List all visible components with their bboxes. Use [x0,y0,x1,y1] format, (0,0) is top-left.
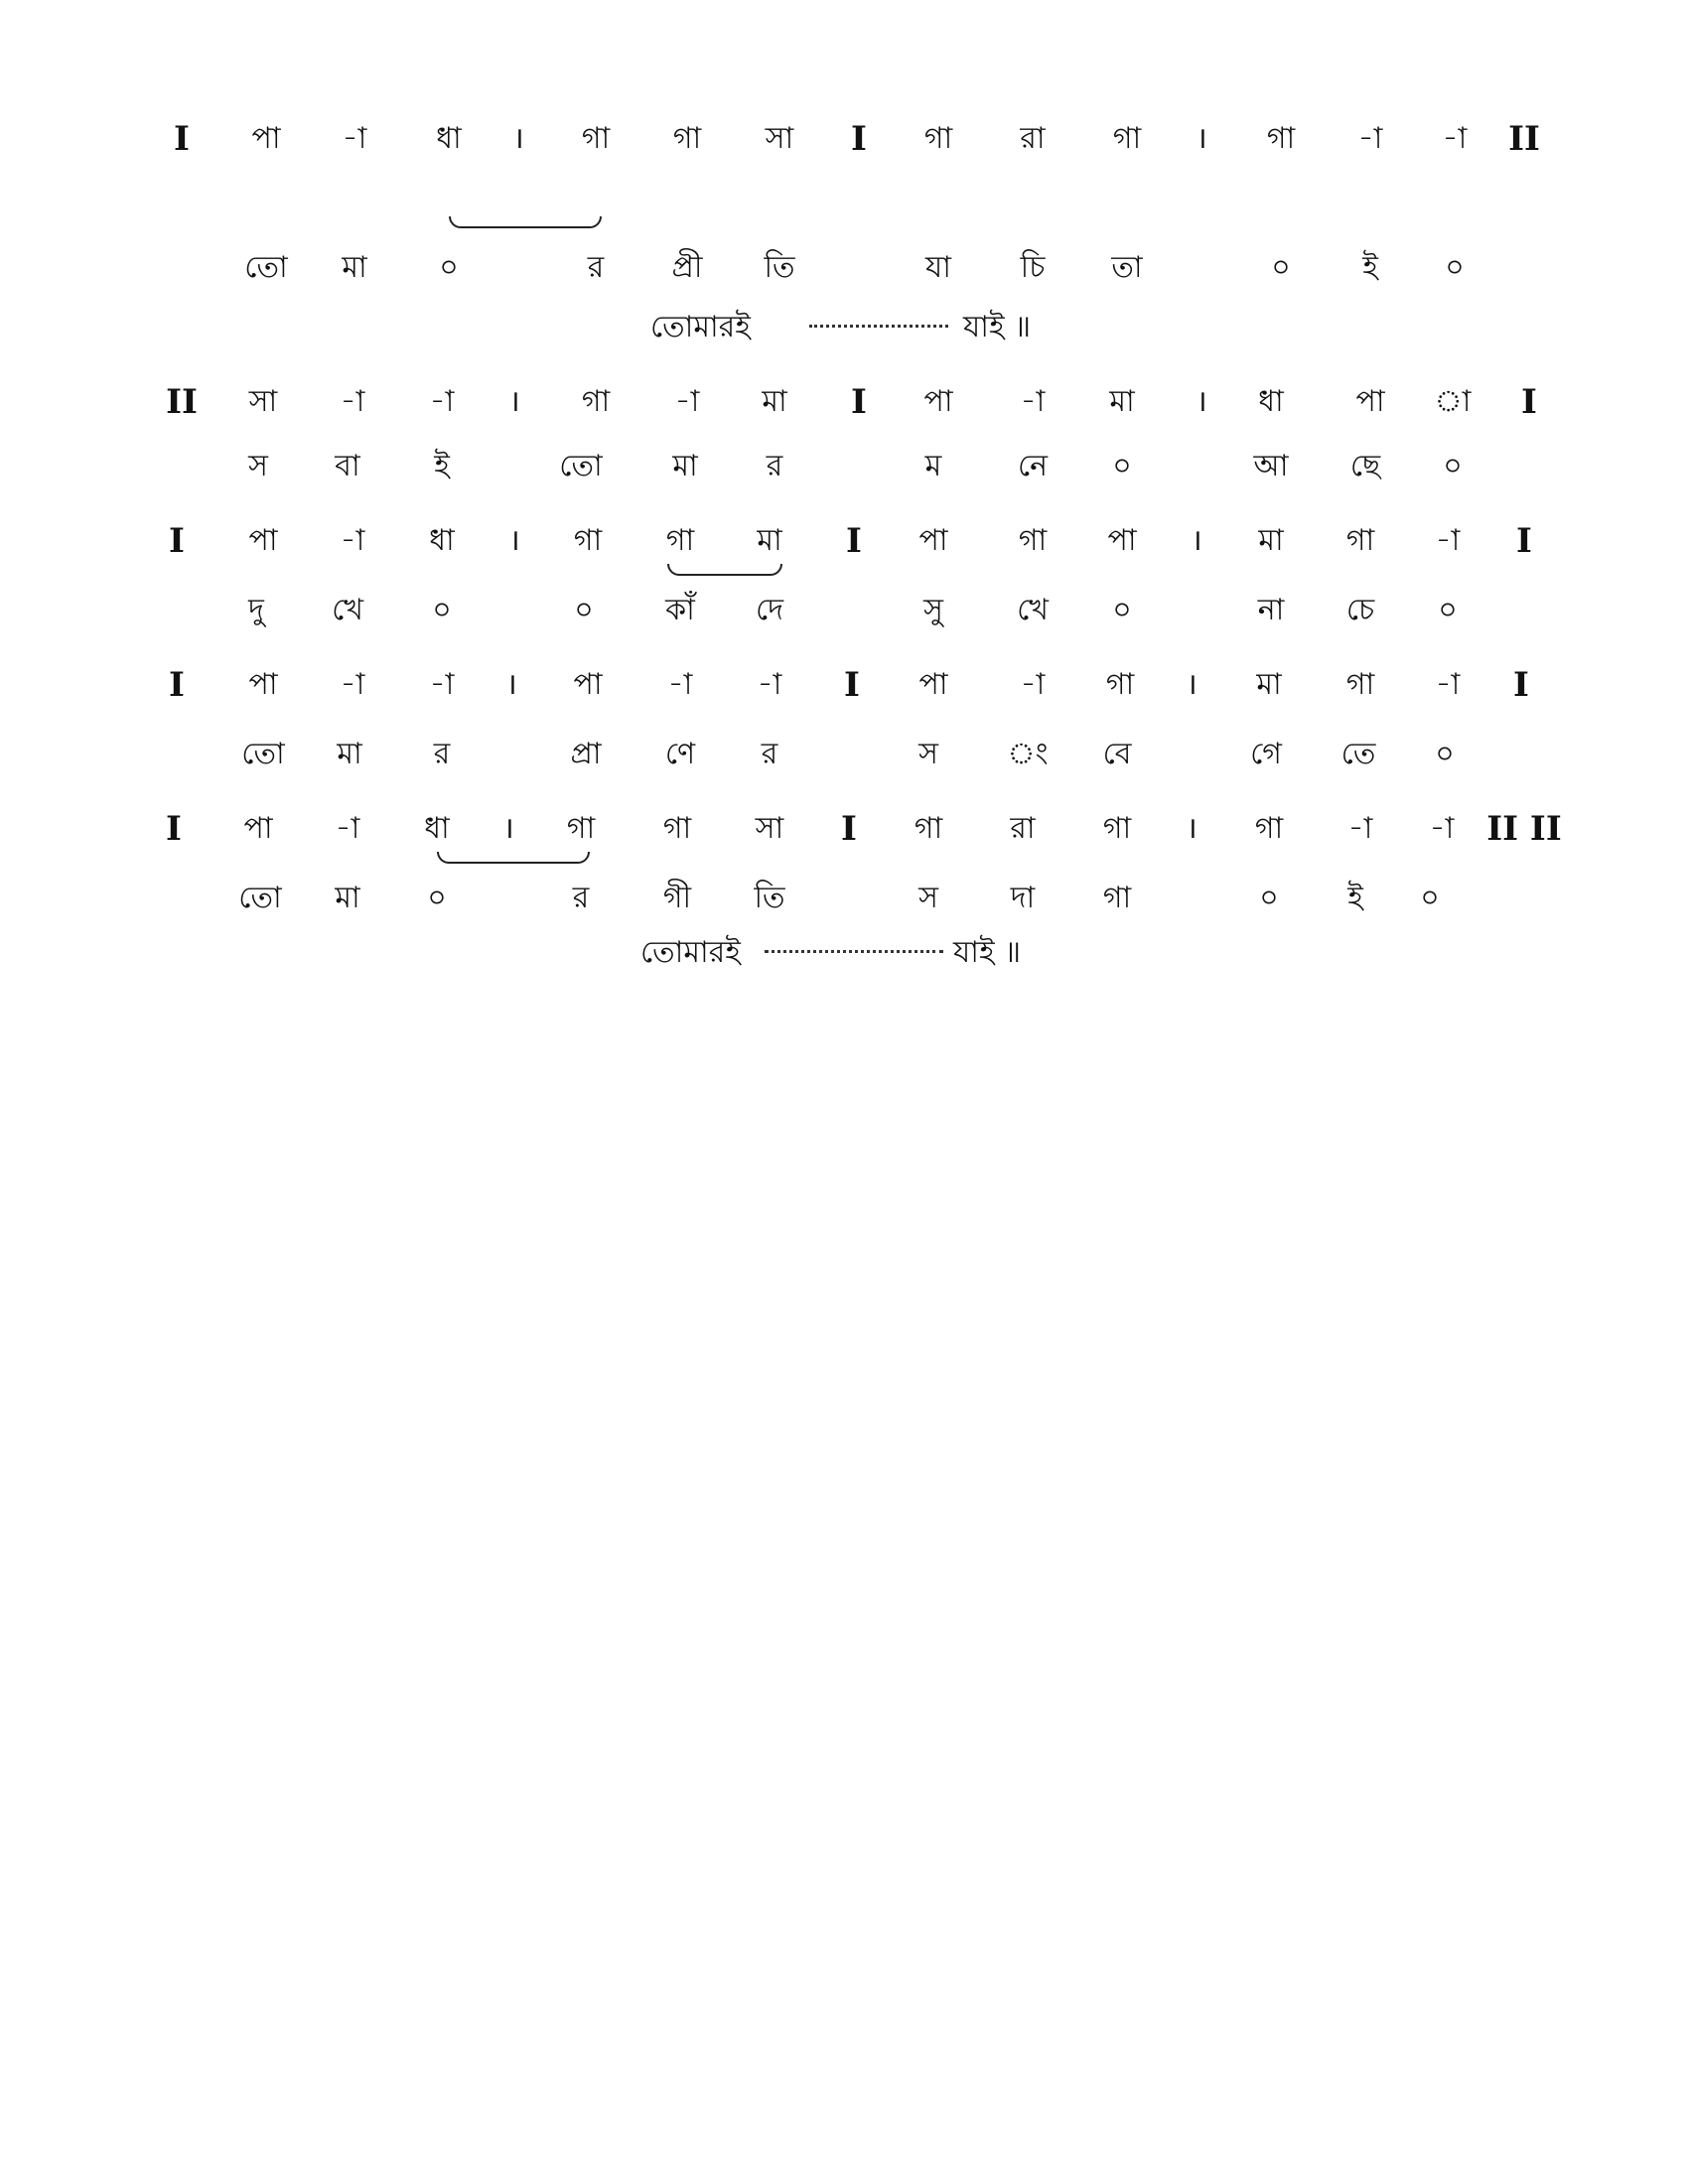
lyric-syllable: ই [1362,250,1378,285]
note: -া [340,523,365,558]
bar-marker: I [841,809,857,849]
notation-row-5 [0,804,1688,854]
bar-marker: II [1508,119,1540,159]
note: গা [665,523,695,558]
note: -া [340,667,365,702]
lyric-syllable: দে [756,593,783,627]
lyric-syllable: দু [248,593,264,627]
slur-mark [449,216,602,228]
bar-marker: I [846,521,862,561]
lyric-syllable: বা [335,449,360,483]
notation-row-2 [0,377,1688,427]
note: পা [573,667,603,702]
slur-mark [667,564,782,576]
note: পা [923,384,953,419]
lyric-syllable: স [918,881,938,915]
note: ধা [429,523,455,558]
lyrics-row-4 [0,730,1688,779]
lyric-syllable: তো [241,737,285,771]
note: -া [429,384,455,419]
beat-separator: । [1191,523,1202,558]
lyric-syllable: তি [754,881,785,915]
lyric-syllable: তা [1111,250,1143,285]
note: -া [335,811,360,846]
lyric-syllable: ং [1007,737,1049,771]
note: গা [566,811,596,846]
lyric-syllable: তি [764,250,795,285]
note: -া [1435,523,1461,558]
lyric-syllable: গী [662,881,692,915]
bar-marker: I [851,382,867,422]
lyric-syllable: তো [244,250,288,285]
note: -া [1357,121,1383,156]
note: গা [1105,667,1135,702]
lyric-syllable: খে [332,593,363,627]
lyric-syllable: ০ [1443,449,1463,483]
lyric-syllable: র [587,250,605,285]
lyrics-row-3 [0,586,1688,635]
note: গা [573,523,603,558]
lyric-syllable: ০ [574,593,594,627]
lyric-syllable: ০ [427,881,447,915]
beat-separator: । [505,667,517,702]
lyric-syllable: ই [434,449,450,483]
lyric-syllable: স [248,449,268,483]
note: গা [1266,121,1296,156]
lyric-syllable: চি [1020,250,1046,285]
lyric-syllable: তে [1340,737,1376,771]
lyric-syllable: ০ [1259,881,1279,915]
note: া [1434,384,1472,419]
lyric-syllable: প্রা [570,737,602,771]
note: -া [1429,811,1455,846]
note: পা [248,523,278,558]
lyric-syllable: ০ [1438,593,1458,627]
note: ধা [424,811,450,846]
lyric-syllable: স [918,737,938,771]
lyrics-row-5 [0,874,1688,923]
note: গা [914,811,943,846]
refrain-end: যাই ॥ [963,310,1032,344]
lyric-syllable: ০ [1112,449,1132,483]
refrain-start: তোমারই [640,935,741,970]
note: গা [1112,121,1142,156]
beat-separator: । [1186,667,1197,702]
lyric-syllable: দা [1010,881,1036,915]
note: গা [581,384,611,419]
lyric-syllable: ণে [664,737,696,771]
note: -া [429,667,455,702]
lyric-syllable: ম [924,449,942,483]
lyric-syllable: মা [337,737,362,771]
refrain-line-1 [0,303,1688,352]
beat-separator: । [1186,811,1197,846]
lyric-syllable: প্রী [671,250,703,285]
lyric-syllable: ই [1347,881,1363,915]
notation-row-1 [0,114,1688,164]
lyric-syllable: আ [1253,449,1289,483]
note: ধা [436,121,462,156]
note: -া [1442,121,1468,156]
note: -া [1435,667,1461,702]
bar-marker: I [169,665,185,705]
note: সা [755,811,784,846]
note: -া [667,667,693,702]
lyric-syllable: গা [1102,881,1132,915]
beat-separator: । [512,121,524,156]
lyric-syllable: মা [342,250,367,285]
note: পা [918,667,948,702]
note: গা [1345,523,1375,558]
notation-row-3 [0,516,1688,566]
note: মা [1256,667,1282,702]
note: গা [1018,523,1048,558]
note: মা [757,523,782,558]
lyric-syllable: ০ [1445,250,1465,285]
note: গা [1254,811,1284,846]
refrain-line-2 [0,928,1688,978]
beat-separator: । [508,523,520,558]
bar-marker: II [166,382,198,422]
note: ধা [1258,384,1284,419]
lyric-syllable: গে [1250,737,1282,771]
lyric-syllable: কাঁ [665,593,695,627]
bar-marker: I [1521,382,1537,422]
note: রা [1020,121,1046,156]
lyric-syllable: মা [335,881,360,915]
note: গা [1102,811,1132,846]
note: পা [918,523,948,558]
bar-marker: I [166,809,182,849]
beat-separator: । [1196,121,1207,156]
beat-separator: । [502,811,514,846]
note: -া [342,121,367,156]
note: মা [762,384,787,419]
lyric-syllable: মা [672,449,698,483]
lyric-syllable: র [766,449,783,483]
notation-row-4 [0,660,1688,710]
refrain-end: যাই ॥ [953,935,1022,970]
note: গা [672,121,702,156]
lyric-syllable: র [572,881,590,915]
note: -া [757,667,782,702]
note: -া [1020,667,1046,702]
note: পা [248,667,278,702]
lyric-syllable: খে [1017,593,1049,627]
lyric-syllable: র [433,737,451,771]
note: পা [243,811,273,846]
note: পা [1107,523,1137,558]
note: গা [1345,667,1375,702]
lyric-syllable: তো [238,881,282,915]
bar-marker: II II [1486,809,1562,849]
lyric-syllable: ০ [1420,881,1440,915]
note: -া [340,384,365,419]
note: -া [1347,811,1373,846]
note: পা [1355,384,1385,419]
lyric-syllable: নে [1017,449,1049,483]
lyric-syllable: না [1257,593,1285,627]
note: গা [581,121,611,156]
note: -া [1020,384,1046,419]
note: রা [1010,811,1036,846]
lyric-syllable: র [761,737,778,771]
lyric-syllable: ০ [439,250,459,285]
note: মা [1258,523,1284,558]
lyric-syllable: ০ [432,593,452,627]
slur-mark [437,852,590,864]
refrain-ellipsis [765,950,943,953]
lyrics-row-2 [0,442,1688,491]
lyric-syllable: চে [1345,593,1375,627]
note: সা [765,121,794,156]
beat-separator: । [508,384,520,419]
bar-marker: I [174,119,190,159]
note: সা [248,384,278,419]
lyrics-row-1 [0,243,1688,293]
lyric-syllable: তো [559,449,603,483]
lyric-syllable: ০ [1112,593,1132,627]
bar-marker: I [1516,521,1532,561]
note: মা [1109,384,1135,419]
note: গা [662,811,692,846]
refrain-ellipsis [809,325,948,328]
bar-marker: I [851,119,867,159]
bar-marker: I [844,665,860,705]
lyric-syllable: ০ [1435,737,1455,771]
beat-separator: । [1196,384,1207,419]
bar-marker: I [1513,665,1529,705]
lyric-syllable: ছে [1349,449,1381,483]
note: -া [674,384,700,419]
lyric-syllable: বে [1102,737,1132,771]
bar-marker: I [169,521,185,561]
note: গা [923,121,953,156]
note: পা [251,121,281,156]
lyric-syllable: ০ [1271,250,1291,285]
lyric-syllable: সু [923,593,943,627]
refrain-start: তোমারই [650,310,751,344]
lyric-syllable: যা [925,250,951,285]
